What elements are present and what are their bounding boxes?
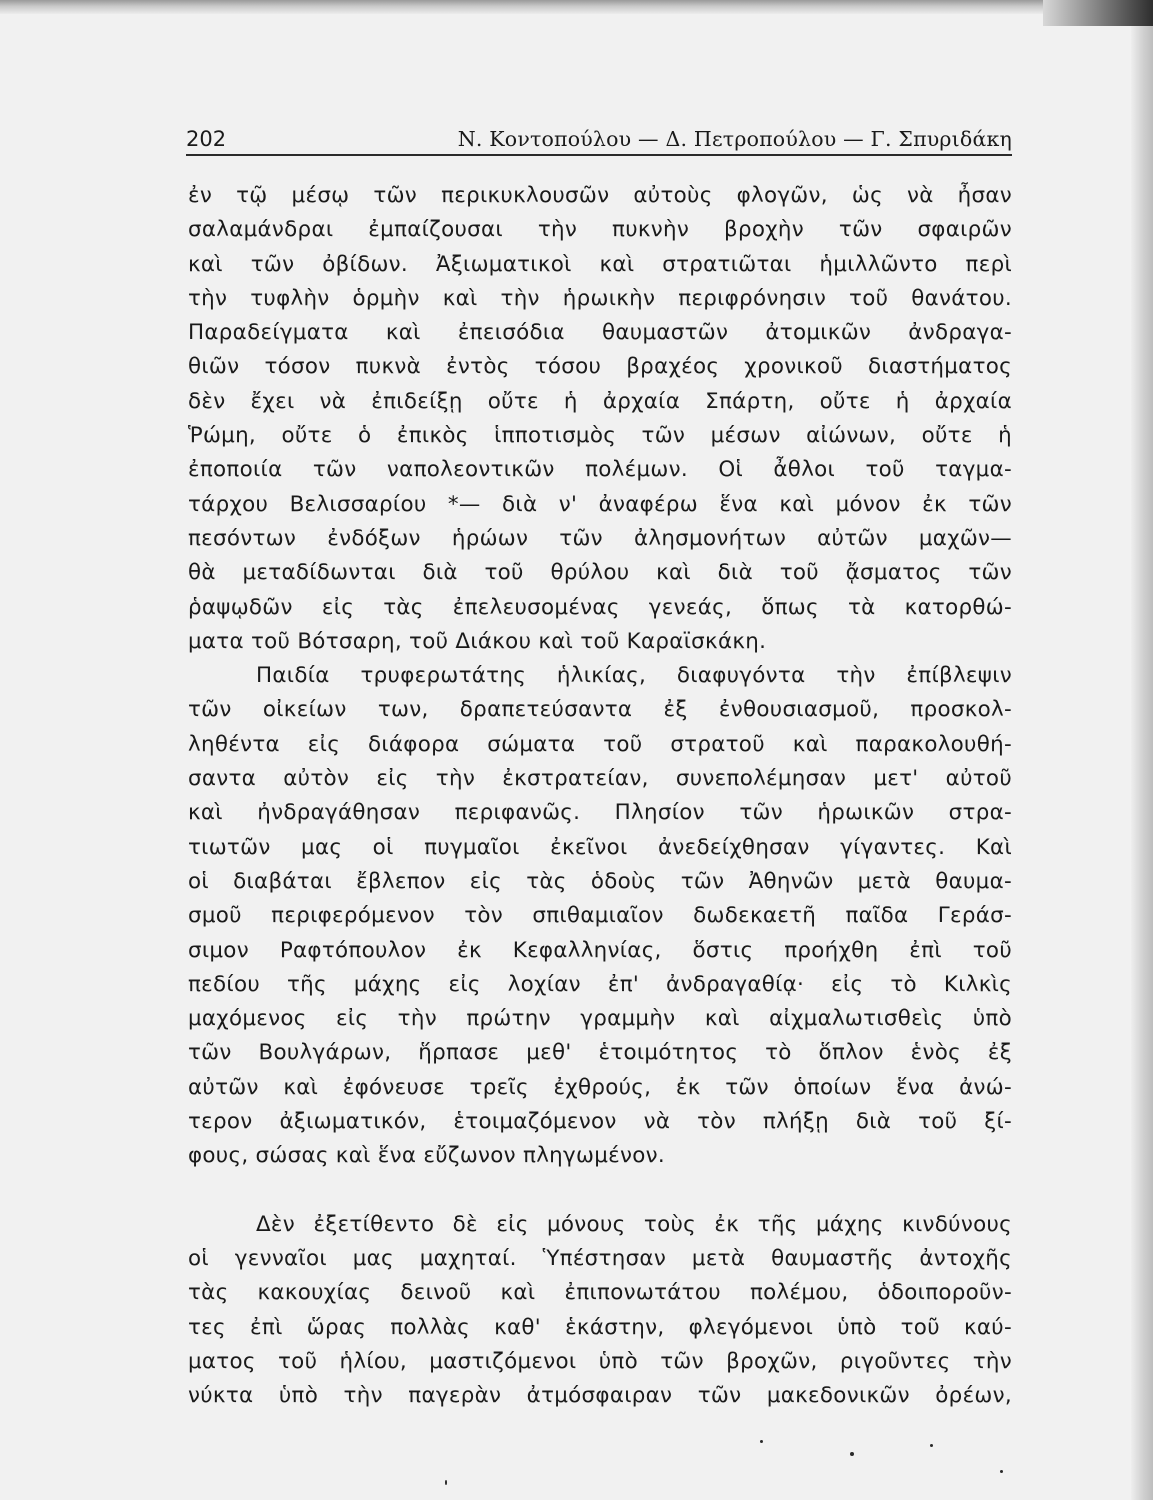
- text-line: τερον ἀξιωματικόν, ἑτοιμαζόμενον νὰ τὸν πλήξῃ διὰ τοῦ ξί-: [188, 1109, 1012, 1135]
- text-line: καὶ ἠνδραγάθησαν περιφανῶς. Πλησίον τῶν ἡρωικῶν στρα-: [188, 800, 1012, 826]
- text-line: πεδίου τῆς μάχης εἰς λοχίαν ἐπ' ἀνδραγαθίᾳ· εἰς τὸ Κιλκὶς: [188, 971, 1012, 997]
- text-line: αὐτῶν καὶ ἐφόνευσε τρεῖς ἐχθρούς, ἐκ τῶν ὁποίων ἕνα ἀνώ-: [188, 1074, 1012, 1100]
- body-text: [188, 179, 1012, 1413]
- text-line: φους, σώσας καὶ ἕνα εὔζωνον πληγωμένον.: [188, 1143, 665, 1169]
- scan-speck: [445, 1480, 447, 1485]
- page-number: 202: [186, 127, 227, 151]
- text-line: ἐποποιία τῶν ναπολεοντικῶν πολέμων. Οἱ ἆθλοι τοῦ ταγμα-: [188, 457, 1012, 483]
- text-line: πεσόντων ἐνδόξων ἡρώων τῶν ἀλησμονήτων αὐτῶν μαχῶν—: [188, 525, 1012, 551]
- text-line: νύκτα ὑπὸ τὴν παγερὰν ἀτμόσφαιραν τῶν μακεδονικῶν ὀρέων,: [188, 1383, 1012, 1409]
- text-line: ἐν τῷ μέσῳ τῶν περικυκλουσῶν αὐτοὺς φλογῶν, ὡς νὰ ἦσαν: [188, 183, 1012, 208]
- text-line: σαλαμάνδραι ἐμπαίζουσαι τὴν πυκνὴν βροχὴν τῶν σφαιρῶν: [188, 217, 1012, 243]
- scan-speck: [1000, 1470, 1003, 1473]
- paragraph-3: [188, 1208, 1012, 1414]
- text-line: τῶν οἰκείων των, δραπετεύσαντα ἐξ ἐνθουσιασμοῦ, προσκολ-: [188, 697, 1012, 723]
- text-line: θιῶν τόσον πυκνὰ ἐντὸς τόσου βραχέος χρονικοῦ διαστήματος: [188, 354, 1012, 380]
- text-line: τῶν Βουλγάρων, ἥρπασε μεθ' ἑτοιμότητος τὸ ὅπλον ἑνὸς ἐξ: [188, 1040, 1012, 1066]
- text-line: Παραδείγματα καὶ ἐπεισόδια θαυμαστῶν ἀτομικῶν ἀνδραγα-: [188, 320, 1012, 346]
- text-line: Ῥώμη, οὔτε ὁ ἐπικὸς ἱπποτισμὸς τῶν μέσων αἰώνων, οὔτε ἡ: [188, 423, 1012, 449]
- text-line: σαντα αὐτὸν εἰς τὴν ἐκστρατείαν, συνεπολέμησαν μετ' αὐτοῦ: [188, 766, 1012, 792]
- scan-speck: [930, 1444, 933, 1447]
- paragraph-1: [188, 179, 1012, 659]
- text-line: τὰς κακουχίας δεινοῦ καὶ ἐπιπονωτάτου πολέμου, ὁδοιποροῦν-: [188, 1280, 1012, 1306]
- running-head-authors: Ν. Κοντοπούλου — Δ. Πετροπούλου — Γ. Σπυριδάκη: [457, 127, 1012, 151]
- scan-corner-shadow: [1043, 0, 1153, 26]
- text-line: δὲν ἔχει νὰ ἐπιδείξῃ οὔτε ἡ ἀρχαία Σπάρτη, οὔτε ἡ ἀρχαία: [188, 388, 1012, 414]
- text-line: καὶ τῶν ὀβίδων. Ἀξιωματικοὶ καὶ στρατιῶται ἡμιλλῶντο περὶ: [188, 251, 1012, 277]
- text-line: σιμον Ραφτόπουλον ἐκ Κεφαλληνίας, ὅστις προήχθη ἐπὶ τοῦ: [188, 937, 1012, 963]
- text-line: τὴν τυφλὴν ὁρμὴν καὶ τὴν ἡρωικὴν περιφρόνησιν τοῦ θανάτου.: [188, 285, 1012, 311]
- text-line: ματος τοῦ ἡλίου, μαστιζόμενοι ὑπὸ τῶν βροχῶν, ριγοῦντες τὴν: [188, 1348, 1012, 1374]
- text-line: ῥαψῳδῶν εἰς τὰς ἐπελευσομένας γενεάς, ὅπως τὰ κατορθώ-: [188, 594, 1012, 620]
- text-line: οἱ γενναῖοι μας μαχηταί. Ὑπέστησαν μετὰ θαυμαστῆς ἀντοχῆς: [188, 1245, 1012, 1271]
- text-line: τάρχου Βελισσαρίου *— διὰ ν' ἀναφέρω ἕνα καὶ μόνον ἐκ τῶν: [188, 491, 1012, 517]
- page-header: [186, 124, 1012, 156]
- paragraph-2: [188, 659, 1012, 1173]
- scan-edge-top: [0, 0, 1153, 14]
- scan-speck: [760, 1440, 763, 1443]
- scan-edge-right: [1131, 0, 1153, 1500]
- text-line: τες ἐπὶ ὥρας πολλὰς καθ' ἑκάστην, φλεγόμενοι ὑπὸ τοῦ καύ-: [188, 1314, 1012, 1340]
- text-line: Δὲν ἐξετίθεντο δὲ εἰς μόνους τοὺς ἐκ τῆς μάχης κινδύνους: [256, 1211, 1012, 1237]
- text-line: μαχόμενος εἰς τὴν πρώτην γραμμὴν καὶ αἰχμαλωτισθεὶς ὑπὸ: [188, 1006, 1012, 1032]
- text-line: οἱ διαβάται ἔβλεπον εἰς τὰς ὁδοὺς τῶν Ἀθηνῶν μετὰ θαυμα-: [188, 868, 1012, 894]
- text-line: ληθέντα εἰς διάφορα σώματα τοῦ στρατοῦ καὶ παρακολουθή-: [188, 731, 1012, 757]
- text-line: Παιδία τρυφερωτάτης ἡλικίας, διαφυγόντα τὴν ἐπίβλεψιν: [256, 663, 1012, 689]
- text-line: θὰ μεταδίδωνται διὰ τοῦ θρύλου καὶ διὰ τοῦ ᾄσματος τῶν: [188, 560, 1012, 586]
- paragraph-gap: [188, 1174, 1012, 1208]
- text-line: τιωτῶν μας οἱ πυγμαῖοι ἐκεῖνοι ἀνεδείχθησαν γίγαντες. Καὶ: [188, 834, 1012, 860]
- scan-speck: [850, 1452, 854, 1456]
- text-line: σμοῦ περιφερόμενον τὸν σπιθαμιαῖον δωδεκαετῆ παῖδα Γεράσ-: [188, 903, 1012, 929]
- text-line: ματα τοῦ Βότσαρη, τοῦ Διάκου καὶ τοῦ Καραϊσκάκη.: [188, 628, 767, 654]
